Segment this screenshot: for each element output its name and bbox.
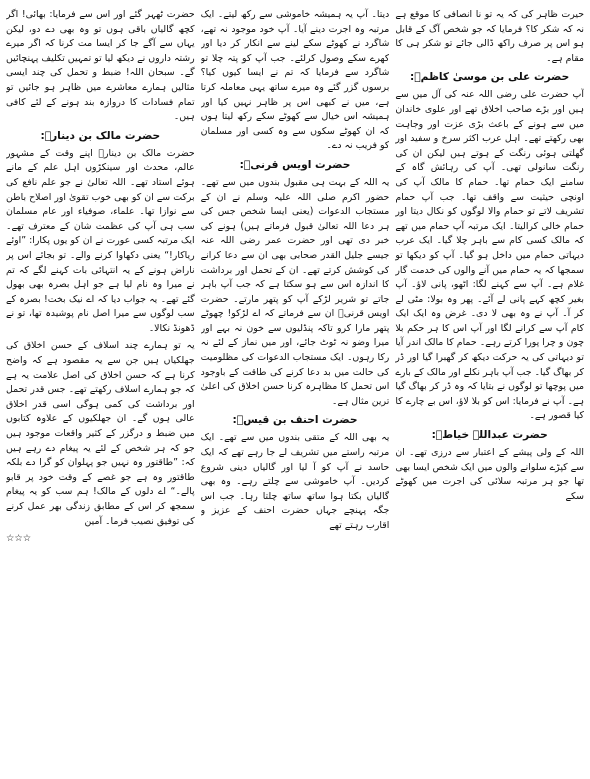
- section-heading: حضرت احنف بن قیسؒ:: [232, 414, 358, 427]
- section-heading: حضرت علی بن موسیٰ کاظمؒ:: [410, 71, 570, 84]
- paragraph: حیرت ظاہر کی کہ یہ تو نا انصافی کا موقع ہے نہ کہ شکر کا؟ فرمایا کہ جو شخص آگ کے قابل ہو اس پر صرف راکھ ڈالی جائے تو شکر ہی کا مقام ہے۔: [395, 9, 584, 64]
- text-column-right: [395, 8, 584, 773]
- paragraph: یہ تو ہمارے چند اسلاف کے حسن اخلاق کی جھلکیاں ہیں جن سے یہ مقصود ہے کہ واضح کرنا ہے کہ حسن اخلاق کی اصل علامت یہ ہے کہ جو ہمارے اسلاف رکھتے تھے۔ جس قدر تحمل اور برداشت کی کمی ہوگی اسی قدر اخلاق عالی ہوں گے۔ ان جھلکیوں کے علاوہ کتابوں میں ضبط و درگزر کے کثیر واقعات موجود ہیں جو کہ ہر شخص کے لئے یہ پیغام دے رہے ہیں کہ: ”طاقتور وہ نہیں جو پہلوان کو گرا دے بلکہ طاقتور وہ ہے جو غصے کے وقت خود پر قابو پالے۔“ اے دلوں کے مالک! ہم سب کو یہ پیغام سمجھ کر اس کے مطابق زندگی بھر عمل کرنے کی توفیق نصیب فرما۔ آمین: [5, 340, 195, 527]
- text-column-middle: [201, 8, 390, 773]
- paragraph: آپ حضرت علی رضی اللہ عنہ کی آل میں سے ہیں اور بڑے صاحب اخلاق تھے اور علوی خاندان میں سے ہونے کے باعث بڑی عزت اور وجاہت بھی رکھتے تھے۔ اہل عرب اکثر سرخ و سفید اور گھلتی ہوئی رنگت کے ہوتے ہیں لیکن ان کی رنگت سانولی تھی۔ آپ کی رہائش گاہ کے سامنے ایک حمام تھا۔ حمام کا مالک آپ کی اونچی حیثیت سے واقف تھا۔ جب آپ حمام تشریف لاتے تو حمام والا لوگوں کو نکال دیتا اور حمام خالی کرالیتا۔ ایک مرتبہ آپ حمام میں تھے کہ مالک کسی کام سے باہر چلا گیا۔ ایک عرب دیہاتی حمام میں داخل ہو گیا۔ آپ کو دیکھا تو سمجھا کہ یہ حمام میں آنے والوں کی خدمت گار غلام ہے۔ آپ سے کہنے لگا: اٹھو، پانی لاؤ۔ آپ بغیر کچھ کہے پانی لے آئے۔ پھر وہ بولا: مٹی لے کر آ۔ آپ نے وہ بھی لا دی۔ غرض وہ ایک ایک کام آپ سے کرانے لگا اور آپ اس کا ہر حکم بلا چون و چرا پورا کرتے رہے۔ حمام کا مالک اندر آیا تو دیہاتی کی یہ حرکت دیکھ کر گھبرا گیا اور ڈر کر بھاگ گیا۔ جب آپ باہر نکلے اور مالک کے بارے میں پوچھا تو لوگوں نے بتایا کہ وہ ڈر کر بھاگ گیا ہے۔ آپ نے فرمایا: اس کو بلا لاؤ، اس بے چارے کا کیا قصور ہے۔: [395, 89, 584, 422]
- paragraph: دیتا۔ آپ یہ ہمیشہ خاموشی سے رکھ لیتے۔ ایک مرتبہ وہ اجرت دینے آیا۔ آپ خود موجود نہ تھے، شاگرد نے کھوٹے سکے لینے سے انکار کر دیا اور کھرے سکے وصول کرلئے۔ جب آپ کو پتہ چلا تو شاگرد سے فرمایا کہ تم نے ایسا کیوں کیا؟ برسوں گزر گئے وہ میرے ساتھ یہی معاملہ کرتا ہے، میں نے کبھی اس پر ظاہر نہیں کیا اور ہمیشہ اس خیال سے کھوٹے سکے رکھ لیتا ہوں کہ ان کھوٹے سکوں سے وہ کسی اور مسلمان کو فریب نہ دے۔: [200, 9, 390, 152]
- section-heading: حضرت اویس قرنیؒ:: [239, 158, 351, 171]
- paragraph: حضرت مالک بن دینارؒ اپنے وقت کے مشہور عالم، محدث اور سینکڑوں اہل علم کے مانے ہوئے استاد تھے۔ اللہ تعالیٰ نے جو علم نافع کی برکت سے ان کو بھی خوب تقویٰ اور اصلاح باطن سے نوازا تھا۔ علماء، صوفیاء اور عام مسلمان سب ہی آپ کی عظمت شان کے معترف تھے۔ ایک مرتبہ کسی عورت نے ان کو یوں پکارا: ”اوئے ریاکار!“ یعنی دکھاوا کرنے والے۔ تو بجائے اس پر ناراض ہونے کے یہ انتہائی بات کہنے لگے کہ تم نے میرا وہ نام لیا ہے جو اہل بصرہ بھی بھول گئے تھے۔ یہ جواب دیا کہ اے نیک بخت! بصرہ کے سب لوگوں سے میرا اصل نام پوشیدہ تھا، تو نے ڈھونڈ نکالا۔: [5, 147, 195, 334]
- paragraph: اللہ کے ولی پیشے کے اعتبار سے درزی تھے۔ ان سے کپڑے سلوانے والوں میں ایک شخص ایسا بھی تھا جو ہر مرتبہ سلائی کی اجرت میں کھوٹے سکے: [395, 447, 584, 502]
- end-ornament: ☆☆☆: [5, 533, 32, 545]
- paragraph: حضرت ٹھہر گئے اور اس سے فرمایا: بھائی! اگر کچھ گالیاں باقی ہوں تو وہ بھی دے دو، لیکن یہاں سے آگے جا کر ایسا مت کرنا کہ اگر میرے رشتہ داروں نے دیکھ لیا تو تمہیں تکلیف پہنچائیں گے۔ سبحان اللہ! ضبط و تحمل کی چند ایسی مثالیں ہمارے معاشرے میں ظاہر ہو جائیں تو تمام فسادات کا دروازہ بند ہونے کے لئے کافی ہیں۔: [5, 9, 195, 123]
- section-heading: حضرت مالک بن دینارؒ:: [40, 129, 161, 142]
- paragraph: یہ بھی اللہ کے متقی بندوں میں سے تھے۔ ایک مرتبہ راستے میں تشریف لے جا رہے تھے کہ ایک حاسد نے آپ کو آ لیا اور گالیاں دینی شروع کردیں۔ آپ خاموشی سے چلتے رہے۔ وہ بھی گالیاں بکتا ہوا ساتھ ساتھ چلتا رہا۔ جب اس جگہ پہنچے جہاں حضرت احنف کے عزیز و اقارب رہتے تھے: [200, 432, 390, 531]
- paragraph: یہ اللہ کے بہت ہی مقبول بندوں میں سے تھے۔ حضور اکرم صلی اللہ علیہ وسلم نے ان کے مستجاب الدعوات (یعنی ایسا شخص جس کی ہر دعا اللہ تعالیٰ قبول فرماتے ہیں) ہونے کی خبر دی تھی اور حضرت عمر رضی اللہ عنہ جیسے جلیل القدر صحابی بھی ان سے دعا کرانے کی کوشش کرتے تھے۔ ان کے تحمل اور برداشت کا اندازہ اس سے ہو سکتا ہے کہ جب آپ باہر جاتے تو شریر لڑکے آپ کو پتھر مارتے۔ حضرت اویس قرنیؒ ان سے فرماتے کہ اے لڑکو! چھوٹے پتھر مارا کرو تاکہ پنڈلیوں سے خون نہ بہے اور میرا وضو نہ ٹوٹ جائے، اور میں نماز کے لئے نہ رکا رہوں۔ ایک مستجاب الدعوات کی مظلومیت کی حالت میں بد دعا کرنے کی طاقت کے باوجود اس تحمل کا مظاہرہ کرنا حسن اخلاق کی اعلیٰ ترین مثال ہے۔: [200, 176, 390, 407]
- section-heading: حضرت عبداللہ خیاطؒ:: [431, 429, 548, 442]
- text-column-left: [6, 8, 195, 773]
